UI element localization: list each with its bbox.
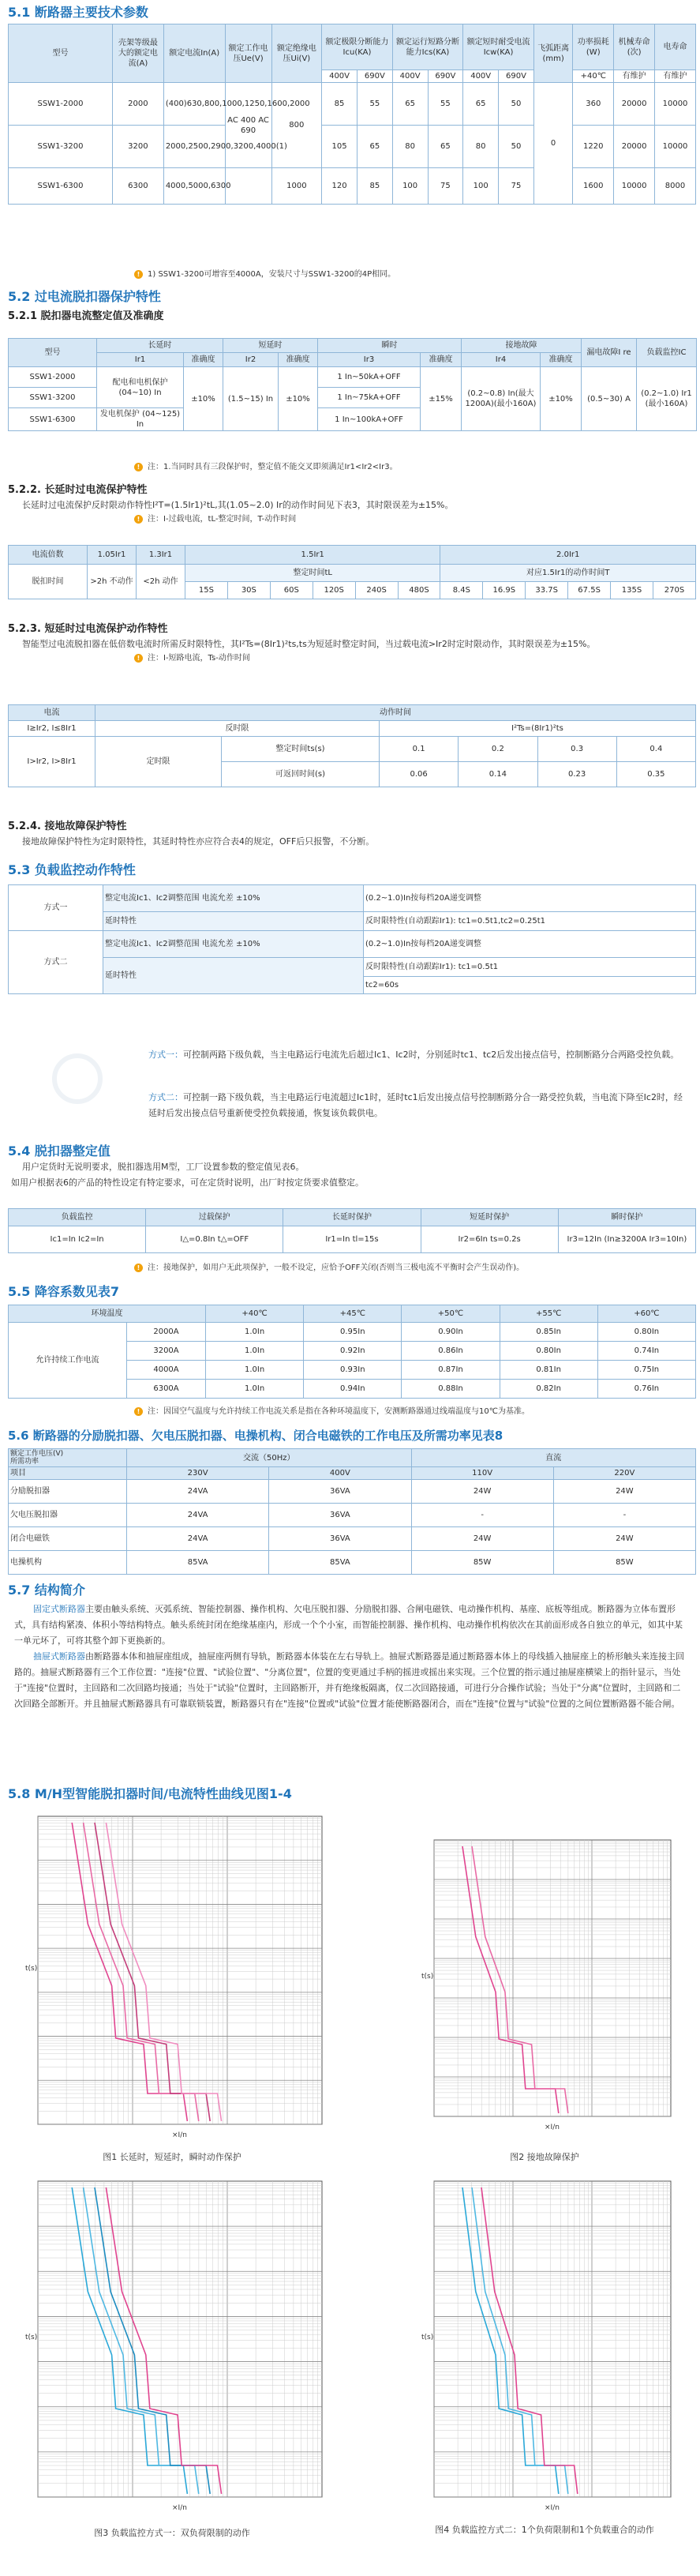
decorative-circle [52,1053,103,1104]
table-row: SSW1-6300 发电机保护 (04~125) In 1 In~100kA+OFF [9,408,697,431]
note: ! 1) SSW1-3200可增容至4000A，安装尺寸与SSW1-3200的4P相同。 [134,268,395,281]
th-model: 型号 [9,24,113,83]
mode-2-text: 方式二：可控制一路下级负载，当主电路运行电流超过Ic1时，延时tc1后发出接点信号控制断路分合一路受控负载，当电流下降至Ic2时，经延时后发出接点信号重新使受控负载接通，恢复该负载供电。 [148,1092,683,1118]
chart-fig1 [14,1808,330,2148]
table-row: SSW1-3200 1 In~75kA+OFF [9,388,697,408]
th-icw: 额定短时耐受电流Icw(KA) [463,24,534,70]
subsection-title: 5.2.1 脱扣器电流整定值及准确度 [8,310,164,322]
note: ! 注：1.当同时具有三段保护时，整定值不能交叉即须满足Ir1<Ir2<Ir3。 [134,461,398,474]
section-5-2 [0,289,700,324]
info-icon: ! [134,515,143,524]
chart-fig3-svg [14,2173,330,2521]
chart-fig1-svg [14,1808,330,2148]
mode-1-text: 方式一：可控制两路下级负载，当主电路运行电流先后超过Ic1、Ic2时，分别延时tc1、tc2后发出接点信号，控制断路分合两路受控负载。 [148,1050,679,1060]
section-title: 5.1 断路器主要技术参数 [8,5,148,20]
short-delay-table: 电流 动作时间 I≥Ir2, I≤8Ir1 反时限 I²Ts=(8Ir1)²ts I>Ir2, I>8Ir1 定时限 整定时间ts(s) 0.1 0.2 0.3 0.4 可返回时间(s) 0.06 0.14 0.23 0.35 [8,704,696,787]
y-axis-label: t(s) [421,1973,434,1981]
x-axis-label: ×I/n [545,2124,560,2131]
load-monitor-table: 方式一 整定电流Ic1、Ic2调整范围 电流允差 ±10% (0.2~1.0)In按每档20A递变调整 延时特性 反时限特性(自动跟踪Ir1): tc1=0.5t1,tc2=0.25t1 方式二 整定电流Ic1、Ic2调整范围 电流允差 ±10% (0.2~1.0)In按每档20A递变调整 延时特性 反时限特性(自动跟踪Ir1): tc1=0.5t1 tc2=60s [8,884,696,994]
section-5-6: 5.6 断路器的分励脱扣器、欠电压脱扣器、电操机构、闭合电磁铁的工作电压及所需功率见表8 [8,1429,503,1443]
trip-setting-default-table: 负载监控 过载保护 长延时保护 短延时保护 瞬时保护 Ic1=In Ic2=In I△=0.8In t△=OFF Ir1=In tl=15s Ir2=6In ts=0.2s Ir3=12In (In≥3200A Ir3=10In) [8,1208,696,1253]
section-5-4: 5.4 脱扣器整定值 用户定货时无说明要求，脱扣器选用M型，工厂设置参数的整定值见表6。 如用户根据表6的产品的特性设定有特定要求，可在定货时说明，出厂时按定货要求值整定。 [8,1143,364,1188]
y-axis-label: t(s) [421,2334,434,2341]
th-690v: 690V [499,70,534,83]
section-5-3: 5.3 负载监控动作特性 [8,862,136,877]
chart-fig3 [14,2173,330,2521]
x-axis-label: ×I/n [172,2131,187,2139]
table-row: SSW1-6300 6300 4000,5000,6300 1000 120 85 100 75 100 75 1600 10000 8000 [9,168,696,205]
x-axis-label: ×I/n [172,2504,187,2512]
caption-fig2: 图2 接地故障保护 [510,2152,579,2162]
tech-params-table [8,24,696,205]
chart-fig2-svg [410,1832,679,2140]
section-5-5: 5.5 降容系数见表7 [8,1284,120,1299]
section-5-2-4: 5.2.4. 接地故障保护特性 接地故障保护特性为定时限特性，其延时特性亦应符合表4的规定，OFF后只报警，不分断。 [8,820,375,847]
note: ! 注：接地保护，如用户无此项保护，一般不设定，应恰予OFF关闭(否则当三极电流不平衡时会产生误动作)。 [134,1262,524,1275]
trip-setting-table: 型号 长延时 短延时 瞬时 接地故障 漏电故障I re 负载监控IC Ir1 准确度 Ir2 准确度 Ir3 准确度 Ir4 准确度 SSW1-2000 配电和电机保护 (04~10) In ±10% (1.5~15) In ±10% 1 In~50kA+OFF ±15% (0.2~0.8) In(最大1200A)(最小160A) ±10% (0.5~30) A (0.2~1.0) Ir1 (最小160A) SSW1-3200 1 In~75kA+OFF SSW1-6300 发电机保护 (04~125) In 1 In~100kA+OFF [8,338,697,431]
th-rated: 额定电流In(A) [163,24,225,83]
info-icon: ! [134,270,143,279]
th-ui: 额定绝缘电压Ui(V) [271,24,322,83]
chart-fig2 [410,1832,679,2140]
th-ue: 额定工作电压Ue(V) [225,24,271,83]
table-row: SSW1-3200 3200 2000,2500,2900,3200,4000(1) 105 65 80 65 80 50 1220 20000 10000 [9,126,696,168]
chart-fig4-svg [410,2173,679,2521]
th-maint: 有维护 [614,70,655,83]
th-690v: 690V [357,70,392,83]
caption-fig4: 图4 负载监控方式二：1个负荷限制和1个负载重合的动作 [435,2525,654,2535]
th-690v: 690V [428,70,463,83]
table-row: SSW1-2000 2000 (400)630,800,1000,1250,1600,2000 AC 400 AC 690 800 85 55 65 55 65 50 0 360 20000 10000 [9,83,696,126]
th-400v: 400V [463,70,499,83]
info-icon: ! [134,1264,143,1272]
info-icon: ! [134,463,143,471]
y-axis-label: t(s) [25,2334,38,2341]
th-40c: +40℃ [573,70,614,83]
th-arc: 飞弧距离(mm) [533,24,573,83]
caption-fig1: 图1 长延时，短延时，瞬时动作保护 [103,2152,241,2162]
section-5-7: 5.7 结构简介 固定式断路器主要由触头系统、灭弧系统、智能控制器、操作机构、欠电压脱扣器、分励脱扣器、合闸电磁铁、电动操作机构、基座、底板等组成。断路器为立体布置形式，具有结构紧凑、体积小等结构特点。触头系统封闭在绝缘基座内，形成一个个小室，而智能控制器、操作机构、电动操作机构依次在其前面形成各自独立的单元，如其中某一单元坏了，可将其整个卸下更换新的。 抽屉式断路器由断路器本体和抽屉座组成，抽屉座两侧有导轨，断路器本体装在左右导轨上。抽屉式断路器是通过断路器本体上的母线插入抽屉座上的桥形触头来连接主回路的。抽屉式断路器有三个工作位置："连接"位置、"试验位置"、"分离位置"，位置的变更通过手柄的摇进或摇出来实现。三个位置的指示通过抽屉座横梁上的指针显示，当处于"连接"位置时，主回路和二次回路均接通；当处于"试验"位置时，主回路断开，并有绝缘板隔离，仅二次回路接通，可进行分合操作试验；当处于"分离"位置时，主回路和二次回路全部断开。并且抽屉式断路器具有可靠联锁装置，断路器只有在"连接"位置或"试验"位置才能使断路器闭合，而在"连接"位置与"试验"位置的之间位置断路器不能合闸。 [8,1583,684,1709]
info-icon: ! [134,654,143,663]
note: ! 注：因国空气温度与允许持续工作电流关系是指在各种环境温度下，安测断路器通过线端温度与10℃为基准。 [134,1406,530,1418]
caption-fig3: 图3 负载监控方式一：双负荷限制的动作 [94,2528,250,2538]
section-title: 5.2 过电流脱扣器保护特性 [8,289,161,304]
y-axis-label: t(s) [25,1965,38,1973]
th-ics: 额定运行短路分断能力Ics(KA) [392,24,463,70]
section-5-8: 5.8 M/H型智能脱扣器时间/电流特性曲线见图1-4 [8,1786,292,1801]
th-400v: 400V [322,70,357,83]
section-5-2-2: 5.2.2. 长延时过电流保护特性 长延时过电流保护反时限动作特性I²T=(1.5Ir1)²tL,其(1.05~2.0) Ir的动作时间见下表3，其时限误差为±15%。 ! 注：I-过载电流，tL-整定时间，T-动作时间 [8,484,454,524]
x-axis-label: ×I/n [545,2504,560,2512]
th-maint: 有维护 [655,70,696,83]
accessory-power-table: 额定工作电压(V) 所需功率 交流（50Hz） 直流 项目 230V 400V 110V 220V 分励脱扣器 24VA 36VA 24W 24W 欠电压脱扣器 24VA 36VA - - 闭合电磁铁 24VA 36VA 24W 24W 电操机构 85VA 85VA 85W 85W [8,1448,696,1575]
th-400v: 400V [392,70,428,83]
th-power: 功率损耗(W) [573,24,614,70]
derating-table: 环境温度 +40℃ +45℃ +50℃ +55℃ +60℃ 允许持续工作电流 2000A 1.0In 0.95In 0.90In 0.85In 0.80In 3200A 1.0In 0.92In 0.86In 0.80In 0.74In 4000A 1.0In 0.93In 0.87In 0.81In 0.75In 6300A 1.0In 0.94In 0.88In 0.82In 0.76In [8,1305,696,1399]
section-5-1 [0,5,700,21]
info-icon: ! [134,1407,143,1416]
section-5-2-3: 5.2.3. 短延时过电流保护动作特性 智能型过电流脱扣器在低倍数电流时所需反时限特性，其I²Ts=(8Ir1)²ts,ts为短延时整定时间，当过载电流>Ir2时定时限动作，其时限误差为±15%。 ! 注：I-短路电流，Ts-动作时间 [8,623,596,663]
table-row: SSW1-2000 配电和电机保护 (04~10) In ±10% (1.5~15) In ±10% 1 In~50kA+OFF ±15% (0.2~0.8) In(最大1200A)(最小160A) ±10% (0.5~30) A (0.2~1.0) Ir1 (最小160A) [9,367,697,388]
long-delay-table: 电流倍数 1.05Ir1 1.3Ir1 1.5Ir1 2.0Ir1 脱扣时间 >2h 不动作 <2h 动作 整定时间tL 对应1.5Ir1的动作时间T 15S 30S 60S 120S 240S 480S 8.4S 16.9S 33.7S 67.5S 135S 270S [8,545,696,599]
chart-fig4 [410,2173,679,2521]
th-elec: 电寿命 [655,24,696,70]
th-icu: 额定极限分断能力Icu(KA) [322,24,393,70]
th-mech: 机械寿命(次) [614,24,655,70]
th-frame: 壳架等级最大的额定电流(A) [113,24,164,83]
table-row: 15S 30S 60S 120S 240S 480S 8.4S 16.9S 33.7S 67.5S 135S 270S [9,582,696,599]
